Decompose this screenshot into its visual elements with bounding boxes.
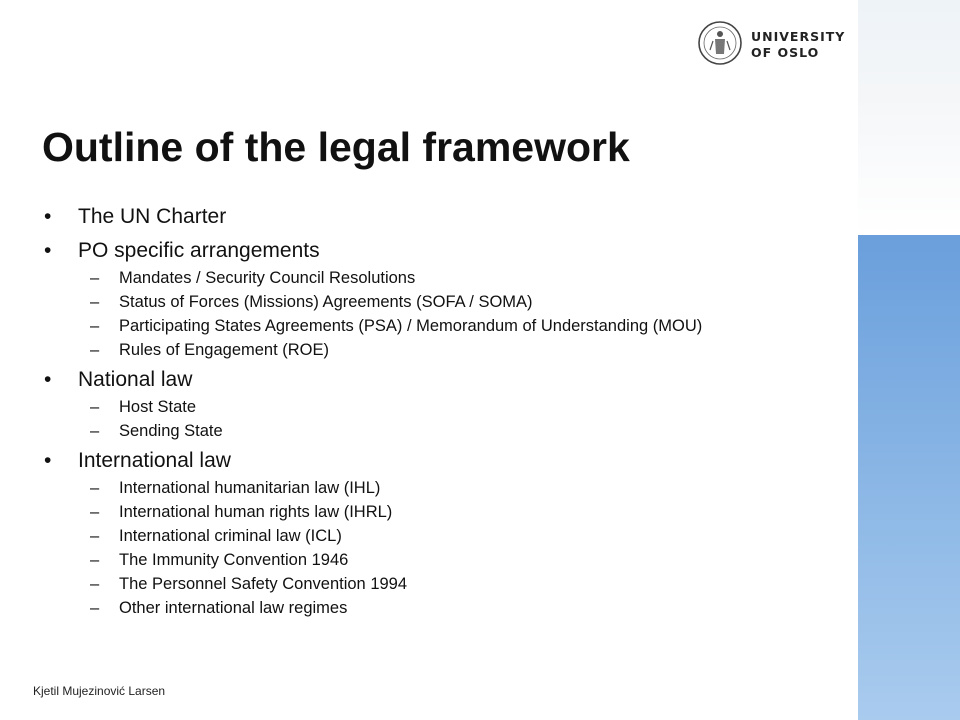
sub-bullet-item: [44, 527, 834, 546]
sub-bullet-item: [44, 551, 834, 570]
sub-bullet-text: International criminal law (ICL): [119, 527, 342, 545]
bullet-item: [44, 366, 834, 394]
bullet-marker: •: [44, 239, 52, 262]
sub-bullet-item: [44, 341, 834, 360]
side-strip-blue-panel: [858, 235, 960, 720]
bullet-text: PO specific arrangements: [78, 239, 320, 262]
sub-bullet-marker: –: [90, 341, 100, 359]
sub-bullet-item: [44, 317, 834, 336]
university-seal-icon: [697, 20, 743, 66]
sub-bullet-item: [44, 398, 834, 417]
sub-bullet-text: Participating States Agreements (PSA) / Memorandum of Understanding (MOU): [119, 317, 703, 335]
logo-line-2: OF OSLO: [751, 45, 820, 60]
sub-bullet-marker: –: [90, 293, 100, 311]
sub-bullet-text: Status of Forces (Missions) Agreements (SOFA / SOMA): [119, 293, 533, 311]
sub-bullet-marker: –: [90, 269, 100, 287]
sub-bullet-text: International humanitarian law (IHL): [119, 479, 381, 497]
sub-bullet-item: [44, 599, 834, 618]
sub-bullet-marker: –: [90, 575, 100, 593]
sub-bullet-marker: –: [90, 479, 100, 497]
sub-bullet-item: [44, 293, 834, 312]
slide-content: [44, 203, 834, 618]
sub-bullet-text: Rules of Engagement (ROE): [119, 341, 330, 359]
sub-bullet-text: International human rights law (IHRL): [119, 503, 393, 521]
footer-author: Kjetil Mujezinović Larsen: [33, 684, 166, 698]
side-strip-light-panel: [858, 0, 960, 235]
sub-bullet-text: Sending State: [119, 422, 223, 440]
sub-bullet-text: Host State: [119, 398, 197, 416]
bullet-item: [44, 447, 834, 475]
bullet-item: [44, 237, 834, 265]
sub-bullet-text: The Immunity Convention 1946: [119, 551, 349, 569]
logo-wordmark: [751, 29, 845, 61]
sub-bullet-item: [44, 575, 834, 594]
bullet-marker: •: [44, 449, 52, 472]
sub-bullet-item: [44, 479, 834, 498]
bullet-text: National law: [78, 368, 193, 391]
sub-bullet-marker: –: [90, 551, 100, 569]
logo-line-1: UNIVERSITY: [751, 29, 846, 44]
sub-bullet-marker: –: [90, 527, 100, 545]
sub-bullet-item: [44, 269, 834, 288]
decorative-side-strip: [858, 0, 960, 720]
sub-bullet-marker: –: [90, 599, 100, 617]
sub-bullet-item: [44, 422, 834, 441]
sub-bullet-text: Other international law regimes: [119, 599, 348, 617]
bullet-marker: •: [44, 368, 52, 391]
bullet-marker: •: [44, 205, 52, 228]
sub-bullet-marker: –: [90, 422, 100, 440]
sub-bullet-marker: –: [90, 317, 100, 335]
university-logo: [697, 18, 847, 70]
sub-bullet-marker: –: [90, 398, 100, 416]
sub-bullet-marker: –: [90, 503, 100, 521]
sub-bullet-text: Mandates / Security Council Resolutions: [119, 269, 416, 287]
slide-title: Outline of the legal framework: [42, 124, 630, 170]
sub-bullet-item: [44, 503, 834, 522]
bullet-item: [44, 203, 834, 231]
sub-bullet-text: The Personnel Safety Convention 1994: [119, 575, 408, 593]
bullet-text: The UN Charter: [78, 205, 227, 228]
bullet-text: International law: [78, 449, 231, 472]
